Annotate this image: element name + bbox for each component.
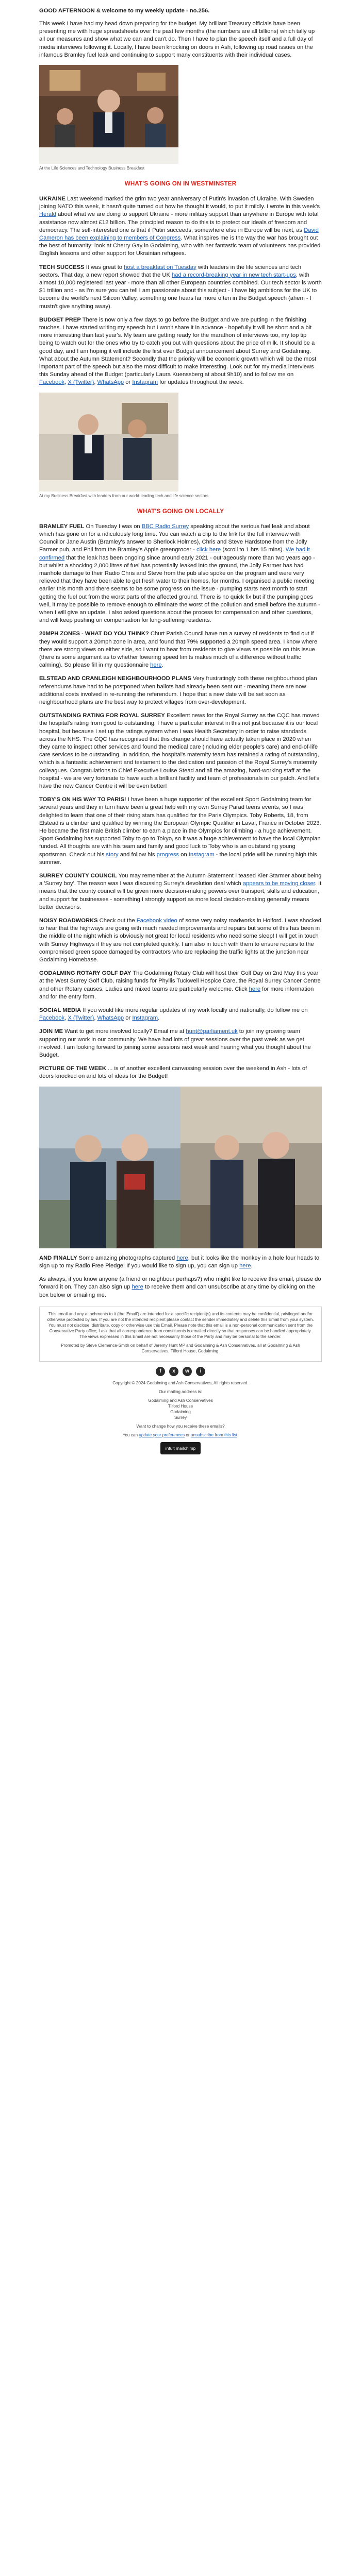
- finally-paragraph: AND FINALLY Some amazing photographs captured here, but it looks like the monkey in a hole four heads to sign up to my Radio Free Pledge! If you would like to sign up, you can sign up here.: [39, 1255, 320, 1269]
- prefs-links: You can update your preferences or unsubscribe from this list.: [122, 1432, 239, 1437]
- twitter-icon[interactable]: x: [169, 1367, 178, 1376]
- toby-text: I have been a huge supporter of the excellent Sport Godalming team for several years and they in turn have been a great help with my own Surrey Parad teens events, so I was delighted to learn that one of their rising stars has qualified for the Paris Olympics. Toby Roberts, 18, from Elstead is a climber and qualified by winning the European Olympic Qualifier in Laval, France in October 2023. He became the first male British climber to earn a place in the Olympics for climbing - a huge achievement. Sport Godalming has supported Toby to go to Tokyo, so it was a huge achievement to have the local Olympian funded. All thoughts are with his team and family and good luck to Toby who is an outstanding young sportsman. Check out his: [39, 796, 321, 858]
- picture-paragraph: [39, 1065, 322, 1080]
- royal-surrey-paragraph: [39, 712, 322, 790]
- breakfast-caption: At the Life Sciences and Technology Business Breakfast: [39, 166, 145, 171]
- canvassing-photos: [39, 1087, 322, 1248]
- finally-text-2: , but it looks like the monkey in a hole four heads to sign up to my Radio Free Pledge! If you would like to sign up, you can sign up: [39, 1255, 320, 1269]
- toby-story-link[interactable]: story: [106, 851, 119, 858]
- join-paragraph: [39, 1028, 322, 1059]
- business-breakfast-caption: At my Business Breakfast with leaders from our world-leading tech and life science sectors: [39, 493, 209, 498]
- golf-paragraph: [39, 970, 322, 1001]
- budget-lead: BUDGET PREP: [39, 316, 81, 323]
- county-text-2: . It means that the county council will be given more decision-making powers over transport, skills and education, and support for businesses - something I strongly support as more local decision-making generally means better decisions.: [39, 880, 322, 910]
- join-text: Want to get more involved locally? Email me at: [63, 1028, 186, 1035]
- ukraine-text-3: . What inspires me is the way the war has brought out the best of humanity: look at Cherry Gay in Godalming, who with her fantastic team of volunteers has provided English lessons and other support for Ukrainian refugees.: [39, 235, 321, 257]
- pledge-signup-link[interactable]: here: [239, 1262, 251, 1269]
- ukraine-lead: UKRAINE: [39, 196, 65, 202]
- elstead-lead: ELSTEAD AND CRANLEIGH NEIGHBOURHOOD PLANS: [39, 675, 191, 682]
- business-breakfast-photo: [39, 393, 178, 492]
- bramley-text-2: speaking about the serious fuel leak and about which has gone on for a ridiculously long time. You can watch a clip to the link for the full interview with Councillor Jane Austin (Bramley's answer to Sherlock Holmes), Chris and Steve Hardstone from the Jolly Farmer pub, and Phil from the Bramley's Apple greengrocer -: [39, 523, 310, 553]
- ukraine-text-2: about what we are doing to support Ukraine - more military support than anywhere in Europe with total assistance now almost £12 billion. The principled reason to do this is to protect our ideals of freedom and democracy. The self-interested one is that if Putin succeeds, somewhere else in Europe will be next, as: [39, 211, 319, 233]
- royal-surrey-text: Excellent news for the Royal Surrey as the CQC has moved the hospital's rating from good to outstanding. I have a particular interest in this not just because it is our local hospital, but because I set up the ratings system when I was Health Secretary in order to raise standards across the NHS. The CQC has recognised that this change should have actually taken place in 2020 when they came to inspect other services and found the medical care (including elder people's care) and end-of-life care services to be outstanding. In addition, the hospital's maternity team has retained a rating of outstanding, which is a fantastic achievement and testament to the dedication and passion of the Royal Surrey's maternity colleagues. Congratulations to Chief Executive Louise Stead and all the amazing, hard-working staff at the hospital - we are very fortunate to have such a brilliant facility and team of professionals in our patch. And let's have the new Cancer Centre it will be even better!: [39, 713, 320, 789]
- greeting-heading: GOOD AFTERNOON & welcome to my weekly update - no.256.: [39, 8, 210, 14]
- join-text-2: to join my growing team supporting our work in our community. We have had lots of great sessions over the past week as we get involved. I am looking forward to joining some sessions next week and hearing what you thought about the Budget.: [39, 1028, 311, 1059]
- picture-lead: PICTURE OF THE WEEK: [39, 1065, 106, 1072]
- business-breakfast-image: [39, 393, 178, 492]
- elstead-paragraph: [39, 675, 322, 706]
- golf-lead: GODALMING ROTARY GOLF DAY: [39, 970, 132, 977]
- county-paragraph: [39, 872, 322, 911]
- social-whatsapp-link[interactable]: WhatsApp: [97, 1015, 124, 1022]
- toby-text-3: on: [179, 851, 189, 858]
- budget-whatsapp-link[interactable]: WhatsApp: [97, 379, 124, 386]
- devolution-link[interactable]: appears to be moving closer: [242, 880, 315, 887]
- signup-link[interactable]: here: [132, 1284, 143, 1291]
- breakfast-photo-image: [39, 65, 178, 164]
- finally-text: Some amazing photographs captured: [77, 1255, 177, 1261]
- email-link[interactable]: hunt@parliament.uk: [186, 1028, 238, 1035]
- ukraine-text: Last weekend marked the grim two year anniversary of Putin's invasion of Ukraine. With Sweden joining NATO this week, it hasn't quite turned out how he thought it would, to put it mildly. I wrote in this week's: [39, 196, 320, 210]
- mailing-label: Our mailing address is:: [159, 1389, 202, 1394]
- bramley-text: On Tuesday I was on: [84, 523, 142, 530]
- social-media-paragraph: SOCIAL MEDIA If you would like more regular updates of my work locally and nationally, do follow me on Facebook, X (Twitter), WhatsApp or Instagram.: [39, 1007, 308, 1022]
- zones-paragraph: 20MPH ZONES - WHAT DO YOU THINK? Churt Parish Council have run a survey of residents to find out if they would support a 20mph zone in area, and found that 79% supported a 20mph speed area. I know where there are strong views on either side, so I want to hear from residents to give views as possible on this issue (there is some argument as to whether lowering speed limits makes much of a difference without traffic calming). So please fill in my questionnaire here.: [39, 631, 318, 669]
- zones-text: Churt Parish Council have run a survey of residents to find out if they would support a 20mph zone in area, and found that 79% supported a 20mph speed area. I know where there are strong views on either side, so I want to hear from residents to give views as possible on this issue (there is some argument as to whether lowering speed limits makes much of a difference without traffic calming). So please fill in my questionnaire: [39, 631, 318, 669]
- golf-info-link[interactable]: here: [249, 986, 261, 992]
- breakfast-link[interactable]: host a breakfast on Tuesday: [124, 264, 196, 270]
- instagram-icon[interactable]: i: [196, 1367, 205, 1376]
- bramley-paragraph: [39, 523, 322, 625]
- herald-link[interactable]: Herald: [39, 211, 56, 218]
- county-lead: SURREY COUNTY COUNCIL: [39, 873, 117, 879]
- bramley-text-3: (scroll to 1 hrs 15 mins).: [221, 547, 286, 553]
- toby-text-2: and follow his: [118, 851, 157, 858]
- budget-facebook-link[interactable]: Facebook: [39, 379, 65, 386]
- tech-text: It was great to: [84, 264, 124, 270]
- roadworks-paragraph: [39, 917, 322, 964]
- finally-lead: AND FINALLY: [39, 1255, 77, 1261]
- budget-text-2: for updates throughout the week.: [158, 379, 244, 386]
- breakfast-photo: [39, 65, 178, 164]
- email-body: [39, 0, 322, 1460]
- bramley-lead: BRAMLEY FUEL: [39, 523, 85, 530]
- mailchimp-badge[interactable]: intuit mailchimp: [160, 1442, 201, 1454]
- budget-twitter-link[interactable]: X (Twitter): [68, 379, 94, 386]
- mailing-address: Godalming and Ash Conservatives Tilford House Godalming Surrey: [148, 1398, 213, 1420]
- ukraine-paragraph: [39, 195, 322, 258]
- legal-notice-text: This email and any attachments to it (the 'Email') are intended for a specific recipient(s) and its contents may be confidential, privileged and/or otherwise protected by law. If you are not the intended recipient please contact the sender immediately and delete this Email from your system. You must not disclose, distribute, copy or otherwise use this Email. Please note that this email is a non-personal communication sent from the Conservative Party office; I ask that all correspondence from constituents is emailed directly so that responses can be handled appropriately. The views expressed in this Email are not necessarily those of the Party and may be personal to the sender.: [47, 1311, 314, 1339]
- forward-paragraph: [39, 1276, 322, 1299]
- social-instagram-link[interactable]: Instagram: [132, 1015, 158, 1022]
- elstead-text: Very frustratingly both these neighbourhood plan referendums have had to be postponed when ballots had already been sent out - meaning there are now additional costs involved in re-running the referendum. I hope that a new date will be set soon as neighbourhood plans are the best way to protect villages from over-development.: [39, 675, 317, 705]
- bramley-text-4: that the leak has been ongoing since around early 2021 - outrageously more than two years ago - but whilst a shocking 2,000 litres of fuel has potentially leaked into the ground, the Jolly Farmer has had manhole damage to their Radio Chris and Steve from the pub also spoke on the program and were very relieved that they have been able to get fresh water to their homes, for months. I organised a public meeting earlier this month and there seems to be some progress on the issue - pumping starts next month to start getting the fuel out from the worst parts of the affected ground. There is no quick fix but if the pumping goes well, it may be possible to remove enough to eliminate the worst of the pollution and smell before the autumn - when I will give an update. I also asked questions about the process for compensation and other questions, and will keep pushing on compensation for long-suffering residents.: [39, 554, 320, 624]
- facebook-video-link[interactable]: Facebook video: [136, 918, 177, 924]
- copyright: Copyright © 2024 Godalming and Ash Conservatives, All rights reserved.: [112, 1380, 249, 1385]
- zones-lead: 20MPH ZONES - WHAT DO YOU THINK?: [39, 631, 149, 637]
- picture-text: ... is of another excellent canvassing session over the weekend in Ash - lots of doors knocked on and lots of ideas for the Budget!: [39, 1065, 307, 1080]
- unsubscribe-link[interactable]: unsubscribe from this list: [190, 1432, 237, 1437]
- tech-text-3: , with almost 10,000 registered last year - more than all other European countries combined. Our tech sector is worth $1 trillion and - as I'm sure you can tell I am passionate about this subject - I have big ambitions for the UK to become the world's next Silicon Valley, something one hears far more often in the Budget speech (ahem - I mustn't give anything away).: [39, 272, 322, 310]
- golf-text-2: for more information and for the entry form.: [39, 986, 314, 1000]
- roadworks-text-2: of some very noisy roadworks in Holford. I was shocked to hear that the highways are going with much needed improvements and repairs but some of this has been in the middle of the night which is obviously not great for local residents who need some sleep! I will get in touch with Surrey Highways if they are not completed quickly. I am also in touch with them to ensure repairs to the compromised green space damaged by contractors who are replacing the traffic lights at the junction near Godalming Homebase.: [39, 918, 321, 963]
- change-prefs-text: Want to change how you receive these emails?: [136, 1423, 225, 1429]
- bbc-radio-link[interactable]: BBC Radio Surrey: [141, 523, 189, 530]
- westminster-heading: WHAT'S GOING ON IN WESTMINSTER: [124, 180, 237, 188]
- join-lead: JOIN ME: [39, 1028, 63, 1035]
- tech-lead: TECH SUCCESS: [39, 264, 85, 270]
- royal-surrey-lead: OUTSTANDING RATING FOR ROYAL SURREY: [39, 713, 165, 719]
- intro-paragraph: This week I have had my head down preparing for the budget. My brilliant Treasury officials have been presenting me with huge spreadsheets over the past few months (the numbers are all billions) which tally up all our measures and show what we can and can't do. Then I have to plan the speech itself and a full day of media interviews following it. Locally, I have been knocking on doors in Ash, following up road issues on the infamous Bramley fuel leak and continuing to support many constituents with their individual cases.: [39, 21, 315, 58]
- toby-instagram-link[interactable]: Instagram: [188, 851, 215, 858]
- canvassing-photo-left: [39, 1087, 180, 1248]
- tech-paragraph: [39, 264, 322, 311]
- budget-text: There is now only a few days to go before the Budget and we are putting in the finishing touches. I have started writing my speech but I won't share it in advance - hopefully it will be short and a bit more interesting than last year's. My team are getting ready for the marathon of interviews too, my top tip being to watch out for the ones who try to catch you out with questions about the price of milk. It should be a good day, and I am hoping it will include the first ever Budget announcement about Surrey and Godalming. What about the Autumn Statement? Secondly that the priority will be economic growth which will be the most important part of the speech but also the most difficult to make interesting. Look out for my media interviews this Sunday ahead of the Budget (particularly Laura Kuenssberg at about 9h10) and to follow me on: [39, 316, 317, 378]
- budget-instagram-link[interactable]: Instagram: [132, 379, 158, 386]
- legal-notice: [39, 1307, 322, 1362]
- bramley-confirmed-link[interactable]: We had it confirmed: [39, 547, 310, 561]
- forward-text-2: to receive them and can unsubscribe at any time by clicking on the box below or emailing me.: [39, 1284, 315, 1298]
- roadworks-lead: NOISY ROADWORKS: [39, 918, 98, 924]
- startups-link[interactable]: had a record-breaking year in new tech start-ups: [172, 272, 296, 278]
- whatsapp-icon[interactable]: w: [183, 1367, 192, 1376]
- county-text: You may remember at the Autumn Statement I teased Kier Starmer about being a 'Surrey boy'. The reason was I was discussing Surrey's devolution deal which: [39, 873, 322, 887]
- social-lead: SOCIAL MEDIA: [39, 1007, 81, 1014]
- toby-progress-link[interactable]: progress: [156, 851, 179, 858]
- local-heading: WHAT'S GOING ON LOCALLY: [137, 507, 224, 515]
- toby-lead: TOBY'S ON HIS WAY TO PARIS!: [39, 796, 126, 803]
- promoted-by-text: Promoted by Steve Clemence-Smith on behalf of Jeremy Hunt MP and Godalming & Ash Conservatives, all at Godalming & Ash Conservatives, Tilford House, Godalming.: [61, 1343, 300, 1353]
- update-preferences-link[interactable]: update your preferences: [139, 1432, 185, 1437]
- forward-text: As always, if you know anyone (a friend or neighbour perhaps?) who might like to receive this email, please do forward it on. They can also sign up: [39, 1276, 321, 1291]
- toby-text-4: - the local pride will be running high this summer.: [39, 851, 317, 866]
- cameron-congress-link[interactable]: David Cameron has been explaining to members of Congress: [39, 227, 319, 242]
- golf-text: The Godalming Rotary Club will host their Golf Day on 2nd May this year at the West Surrey Golf Club, raising funds for Phyllis Tuckwell Hospice Care, the Royal Surrey Cancer Centre and other Rotary causes. Ladies and mixed teams are particularly welcome. Click: [39, 970, 321, 992]
- toby-paragraph: [39, 796, 322, 867]
- social-icons: [39, 1367, 322, 1376]
- photographs-link[interactable]: here: [176, 1255, 188, 1261]
- tech-text-2: with leaders in the life sciences and tech sectors. That day, a new report showed that the UK: [39, 264, 302, 278]
- facebook-icon[interactable]: f: [156, 1367, 165, 1376]
- budget-paragraph: BUDGET PREP There is now only a few days to go before the Budget and we are putting in the finishing touches. I have started writing my speech but I won't share it in advance - hopefully it will be short and a bit more interesting than last year's. My team are getting ready for the marathon of interviews too, my top tip being to watch out for the ones who try to catch you out with questions about the price of milk. It should be a good day, and I am hoping it will include the first ever Budget announcement about Surrey and Godalming. What about the Autumn Statement? Secondly that the priority will be economic growth which will be the most important part of the speech but also the most difficult to make interesting. Look out for my media interviews this Sunday ahead of the Budget (particularly Laura Kuenssberg at about 9h10) and to follow me on Facebook, X (Twitter), WhatsApp or Instagram for updates throughout the week.: [39, 316, 317, 386]
- canvassing-photo-right: [180, 1087, 322, 1248]
- questionnaire-link[interactable]: here: [150, 662, 162, 669]
- social-text: If you would like more regular updates of my work locally and nationally, do follow me on: [81, 1007, 308, 1014]
- social-twitter-link[interactable]: X (Twitter): [68, 1015, 94, 1022]
- roadworks-text: Check out the: [97, 918, 137, 924]
- bramley-click-here-link[interactable]: click here: [196, 547, 221, 553]
- social-facebook-link[interactable]: Facebook: [39, 1015, 65, 1022]
